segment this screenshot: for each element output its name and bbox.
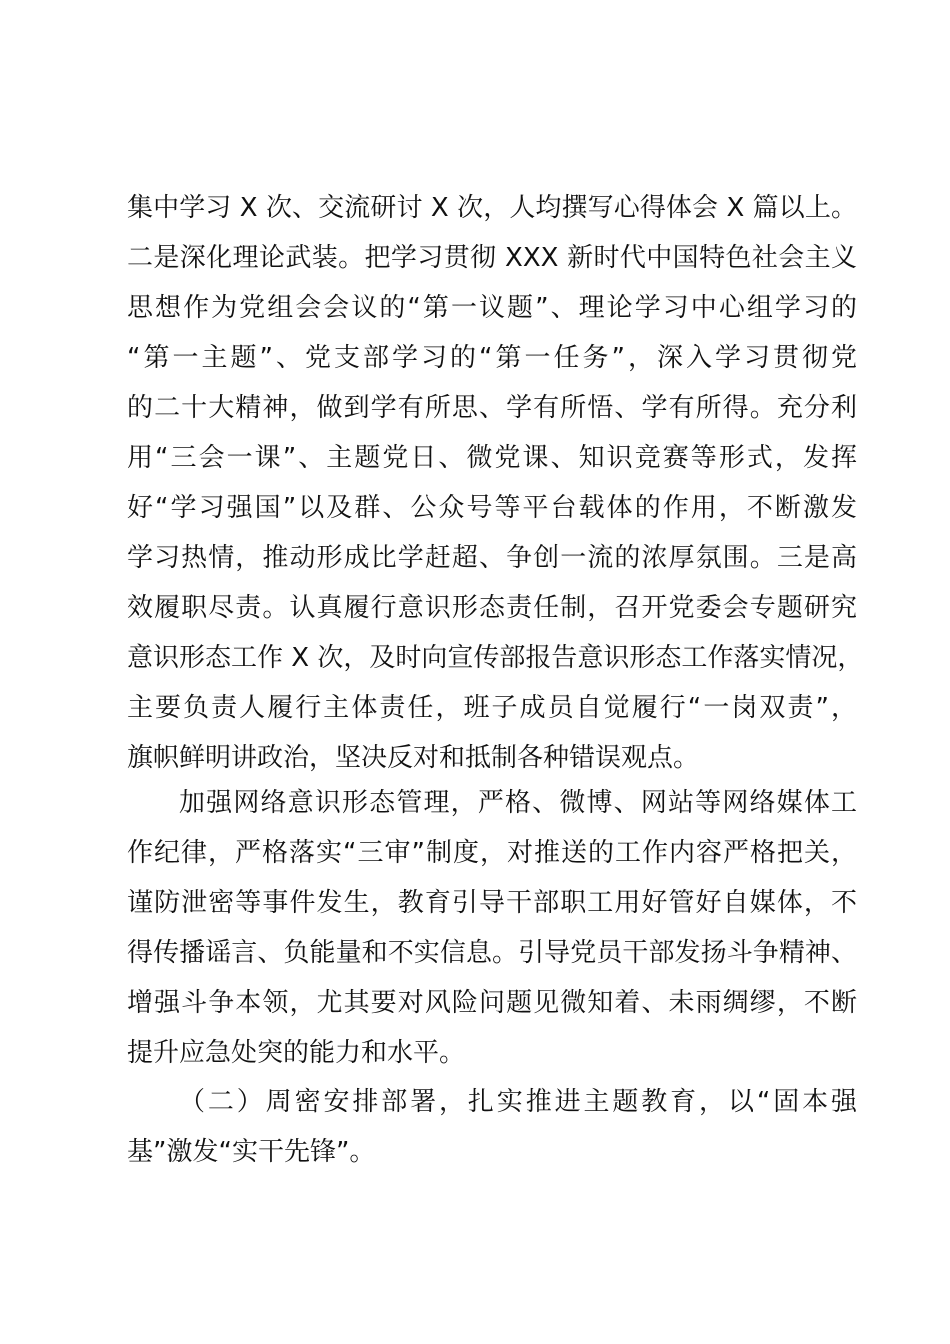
text-line: 主要负责人履行主体责任，班子成员自觉履行“一岗双责”， [127,693,857,723]
paragraph-network-ideology [127,778,857,1078]
text-line: 谨防泄密等事件发生，教育引导干部职工用好管好自媒体，不 [127,888,857,918]
text-line: 的二十大精神，做到学有所思、学有所悟、学有所得。充分利 [127,393,857,423]
text-line: 基”激发“实干先锋”。 [127,1137,376,1167]
text-line: 得传播谣言、负能量和不实信息。引导党员干部发扬斗争精神、 [127,938,857,968]
text-line: 集中学习 X 次、交流研讨 X 次，人均撰写心得体会 X 篇以上。 [127,193,857,223]
text-line: “第一主题”、党支部学习的“第一任务”，深入学习贯彻党 [127,343,857,373]
text-line: 学习热情，推动形成比学赶超、争创一流的浓厚氛围。三是高 [127,543,857,573]
text-line: 加强网络意识形态管理，严格、微博、网站等网络媒体工 [179,788,857,818]
text-line: 作纪律，严格落实“三审”制度，对推送的工作内容严格把关， [127,838,857,868]
text-line: 用“三会一课”、主题党日、微党课、知识竞赛等形式，发挥 [127,443,857,473]
paragraph-theory-study [127,183,864,783]
text-line: 旗帜鲜明讲政治，坚决反对和抵制各种错误观点。 [127,743,700,773]
text-line: 意识形态工作 X 次，及时向宣传部报告意识形态工作落实情况， [127,643,864,673]
text-line: （二）周密安排部署，扎实推进主题教育，以“固本强 [179,1087,857,1117]
section-heading-two [127,1077,857,1177]
text-line: 增强斗争本领，尤其要对风险问题见微知着、未雨绸缪，不断 [127,988,857,1018]
text-line: 思想作为党组会会议的“第一议题”、理论学习中心组学习的 [127,293,857,323]
text-line: 二是深化理论武装。把学习贯彻 XXX 新时代中国特色社会主义 [127,243,857,273]
text-line: 效履职尽责。认真履行意识形态责任制，召开党委会专题研究 [127,593,857,623]
text-line: 好“学习强国”以及群、公众号等平台载体的作用，不断激发 [127,493,857,523]
text-line: 提升应急处突的能力和水平。 [127,1038,466,1068]
